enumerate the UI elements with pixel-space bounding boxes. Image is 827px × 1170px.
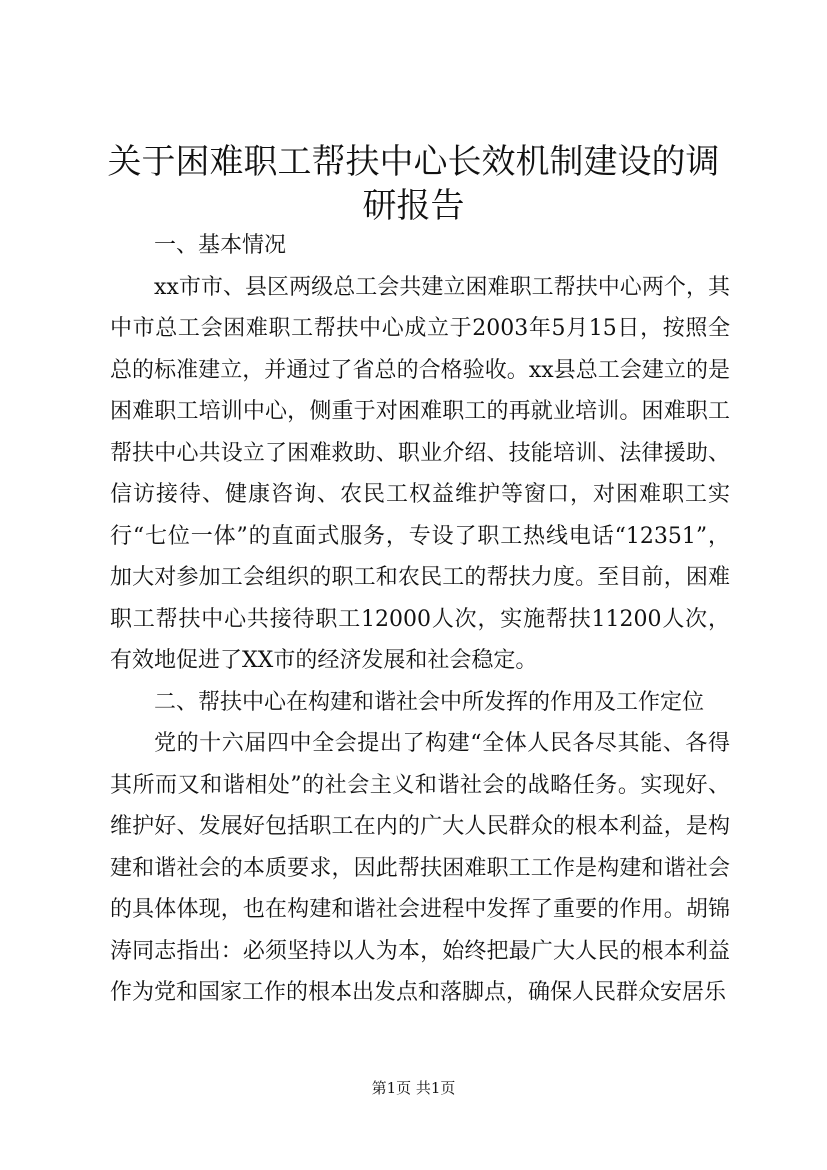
section-heading-2: 二、帮扶中心在构建和谐社会中所发挥的作用及工作定位 <box>154 689 705 715</box>
paragraph-role-positioning: 党的十六届四中全会提出了构建“全体人民各尽其能、各得其所而又和谐相处”的社会主义和谐社会的战略任务。实现好、维护好、发展好包括职工在内的广大人民群众的根本利益，是构建和谐社会的本质要求，因此帮扶困难职工工作是构建和谐社会的具体体现，也在构建和谐社会进程中发挥了重要的作用。胡锦涛同志指出：必须坚持以人为本，始终把最广大人民的根本利益作为党和国家工作的根本出发点和落脚点，确保人民群众安居乐 <box>110 731 730 1005</box>
document-body <box>110 225 730 1014</box>
document-title: 关于困难职工帮扶中心长效机制建设的调研报告 <box>107 142 720 226</box>
section-heading-1: 一、基本情况 <box>154 233 287 258</box>
paragraph-basic-situation: xx市市、县区两级总工会共建立困难职工帮扶中心两个，其中市总工会困难职工帮扶中心成立于2003年5月15日，按照全总的标准建立，并通过了省总的合格验收。xx县总工会建立的是困难职工培训中心，侧重于对困难职工的再就业培训。困难职工帮扶中心共设立了困难救助、职业介绍、技能培训、法律援助、信访接待、健康咨询、农民工权益维护等窗口，对困难职工实行“七位一体”的直面式服务，专设了职工热线电话“12351”，加大对参加工会组织的职工和农民工的帮扶力度。至目前，困难职工帮扶中心共接待职工12000人次，实施帮扶11200人次，有效地促进了XX市的经济发展和社会稳定。 <box>110 274 730 673</box>
page-footer: 第1页 共1页 <box>371 1079 456 1097</box>
